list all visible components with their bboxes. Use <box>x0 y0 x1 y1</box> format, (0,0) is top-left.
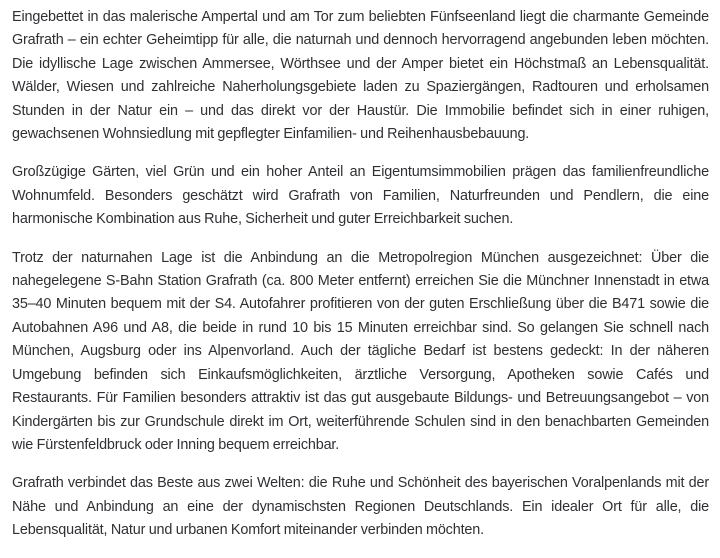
paragraph-neighborhood: Großzügige Gärten, viel Grün und ein hoher Anteil an Eigentumsimmobilien prägen das familienfreundliche Wohnumfeld. Besonders geschätzt wird Grafrath von Familien, Naturfreunden und Pendlern, die eine harmonische Kombination aus Ruhe, Sicherheit und guter Erreichbarkeit suchen. <box>12 164 709 228</box>
location-description <box>12 6 709 558</box>
paragraph-location-intro: Eingebettet in das malerische Ampertal und am Tor zum beliebten Fünfseenland liegt die charmante Gemeinde Grafrath – ein echter Geheimtipp für alle, die naturnah und dennoch hervorragend angebunden leben möchten. Die idyllische Lage zwischen Ammersee, Wörthsee und der Amper bietet ein Höchstmaß an Lebensqualität. Wälder, Wiesen und zahlreiche Naherholungsgebiete laden zu Spaziergängen, Radtouren und erholsamen Stunden in der Natur ein – und das direkt vor der Haustür. Die Immobilie befindet sich in einer ruhigen, gewachsenen Wohnsiedlung mit gepflegter Einfamilien- und Reihenhausbebauung. <box>12 9 709 143</box>
paragraph-transport-infrastructure: Trotz der naturnahen Lage ist die Anbindung an die Metropolregion München ausgezeichnet: Über die nahegelegene S-Bahn Station Grafrath (ca. 800 Meter entfernt) erreichen Sie die Münchner Innenstadt in etwa 35–40 Minuten bequem mit der S4. Autofahrer profitieren von der guten Erschließung über die B471 sowie die Autobahnen A96 und A8, die beide in rund 10 bis 15 Minuten erreichbar sind. So gelangen Sie schnell nach München, Augsburg oder ins Alpenvorland. Auch der tägliche Bedarf ist bestens gedeckt: In der näheren Umgebung befinden sich Einkaufsmöglichkeiten, ärztliche Versorgung, Apotheken sowie Cafés und Restaurants. Für Familien besonders attraktiv ist das gut ausgebaute Bildungs- und Betreuungsangebot – von Kindergärten bis zur Grundschule direkt im Ort, weiterführende Schulen sind in den benachbarten Gemeinden wie Fürstenfeldbruck oder Inning bequem erreichbar. <box>12 249 709 453</box>
paragraph-summary: Grafrath verbindet das Beste aus zwei Welten: die Ruhe und Schönheit des bayerischen Voralpenlands mit der Nähe und Anbindung an eine der dynamischsten Regionen Deutschlands. Ein idealer Ort für alle, die Lebensqualität, Natur und urbanen Komfort miteinander verbinden möchten. <box>12 475 709 539</box>
